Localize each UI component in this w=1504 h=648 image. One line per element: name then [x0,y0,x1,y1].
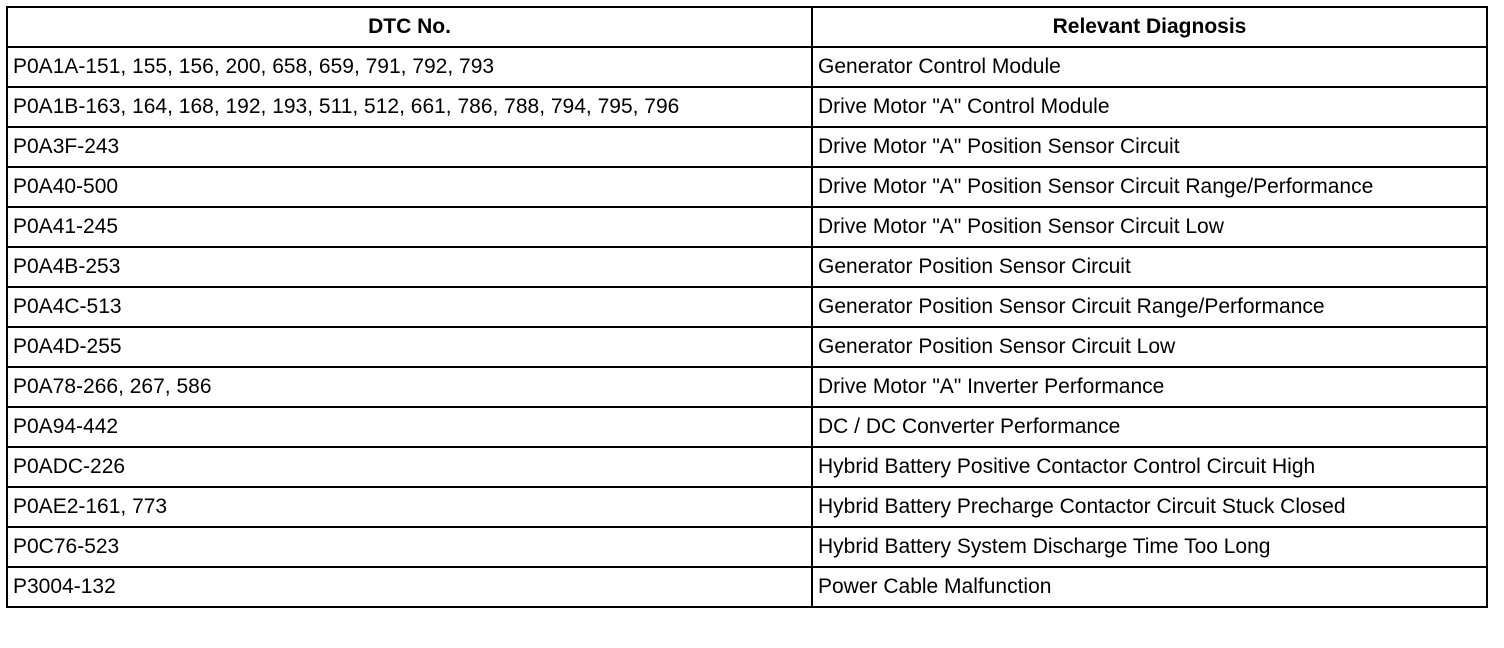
table-row [7,287,1487,327]
table-header-row [7,7,1487,47]
diagnosis-cell: Hybrid Battery Precharge Contactor Circuit Stuck Closed [812,487,1487,527]
table-row [7,327,1487,367]
table-row [7,127,1487,167]
dtc-cell: P0A4D-255 [7,327,812,367]
dtc-cell: P0A1A-151, 155, 156, 200, 658, 659, 791, 792, 793 [7,47,812,87]
table-row [7,487,1487,527]
diagnosis-cell: Power Cable Malfunction [812,567,1487,607]
diagnosis-cell: Drive Motor "A" Position Sensor Circuit [812,127,1487,167]
diagnosis-cell: Generator Control Module [812,47,1487,87]
header-dtc-no: DTC No. [7,7,812,47]
diagnosis-cell: Hybrid Battery Positive Contactor Control Circuit High [812,447,1487,487]
table-row [7,567,1487,607]
dtc-cell: P3004-132 [7,567,812,607]
table-row [7,527,1487,567]
header-relevant-diagnosis: Relevant Diagnosis [812,7,1487,47]
dtc-cell: P0A41-245 [7,207,812,247]
dtc-cell: P0C76-523 [7,527,812,567]
diagnosis-cell: Generator Position Sensor Circuit [812,247,1487,287]
diagnosis-cell: Drive Motor "A" Position Sensor Circuit Low [812,207,1487,247]
dtc-cell: P0A40-500 [7,167,812,207]
dtc-cell: P0A4B-253 [7,247,812,287]
diagnosis-cell: Hybrid Battery System Discharge Time Too Long [812,527,1487,567]
diagnosis-cell: Drive Motor "A" Control Module [812,87,1487,127]
dtc-cell: P0ADC-226 [7,447,812,487]
diagnosis-cell: Drive Motor "A" Inverter Performance [812,367,1487,407]
table-row [7,367,1487,407]
dtc-cell: P0A3F-243 [7,127,812,167]
dtc-cell: P0A78-266, 267, 586 [7,367,812,407]
dtc-cell: P0A4C-513 [7,287,812,327]
diagnosis-cell: Generator Position Sensor Circuit Low [812,327,1487,367]
dtc-cell: P0A94-442 [7,407,812,447]
dtc-table [6,6,1488,608]
diagnosis-cell: DC / DC Converter Performance [812,407,1487,447]
diagnosis-cell: Drive Motor "A" Position Sensor Circuit Range/Performance [812,167,1487,207]
dtc-cell: P0AE2-161, 773 [7,487,812,527]
table-row [7,447,1487,487]
table-row [7,47,1487,87]
table-row [7,167,1487,207]
diagnosis-cell: Generator Position Sensor Circuit Range/Performance [812,287,1487,327]
table-row [7,207,1487,247]
dtc-cell: P0A1B-163, 164, 168, 192, 193, 511, 512, 661, 786, 788, 794, 795, 796 [7,87,812,127]
table-row [7,247,1487,287]
table-row [7,407,1487,447]
table-row [7,87,1487,127]
